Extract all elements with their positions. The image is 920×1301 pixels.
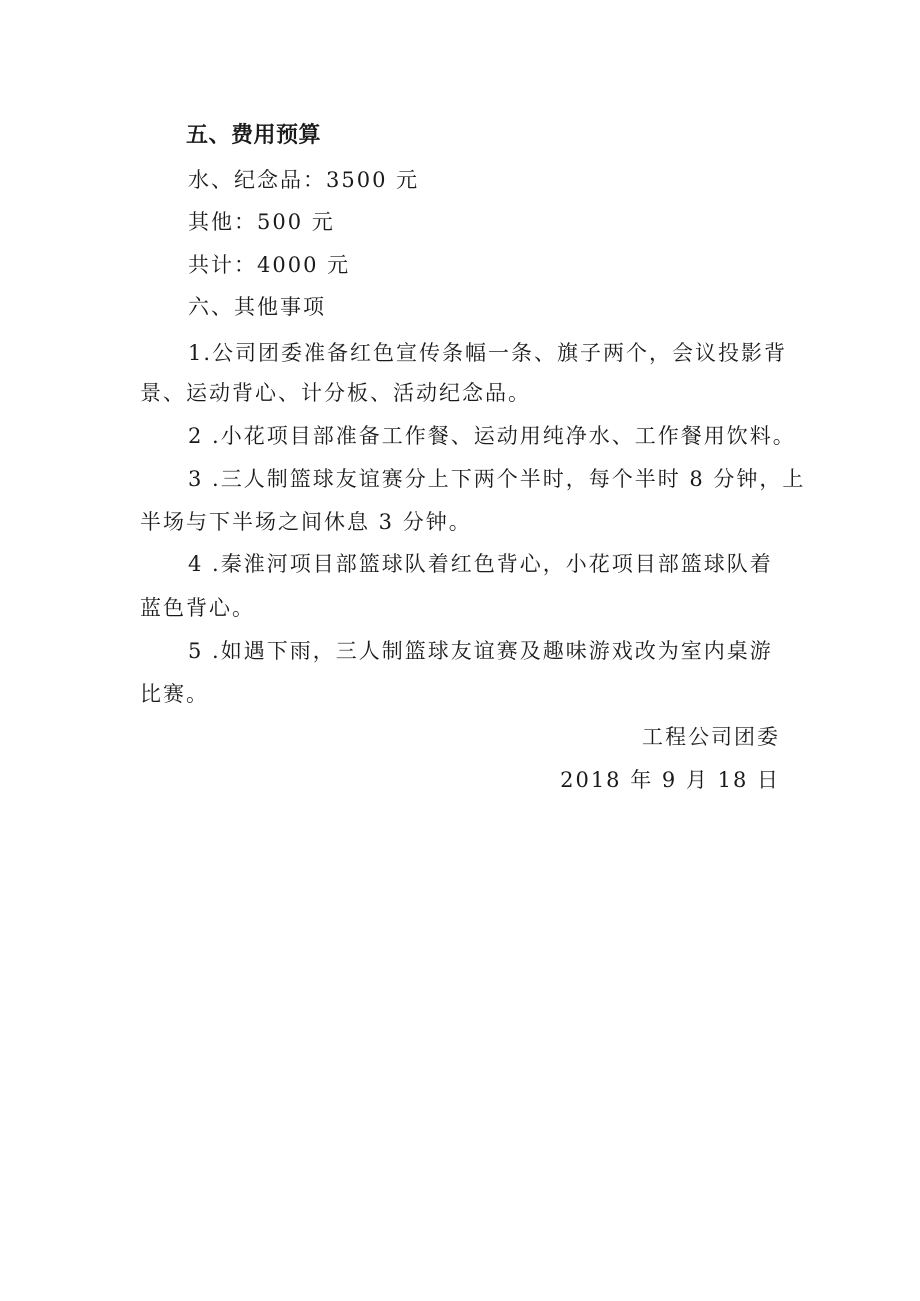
item-5-line-1: 5 .如遇下雨，三人制篮球友谊赛及趣味游戏改为室内桌游 [188, 639, 773, 663]
signature-organization: 工程公司团委 [642, 725, 780, 749]
item-5-line-2: 比赛。 [140, 682, 209, 706]
item-4-line-2: 蓝色背心。 [140, 596, 255, 620]
budget-item-total: 共计：4000 元 [188, 253, 351, 277]
budget-item-souvenirs: 水、纪念品：3500 元 [188, 168, 420, 192]
budget-item-other: 其他：500 元 [188, 210, 335, 234]
item-2-line-1: 2 .小花项目部准备工作餐、运动用纯净水、工作餐用饮料。 [188, 424, 796, 448]
section-5-heading: 五、费用预算 [186, 123, 322, 148]
item-3-line-2: 半场与下半场之间休息 3 分钟。 [140, 510, 472, 534]
item-1-line-1: 1.公司团委准备红色宣传条幅一条、旗子两个，会议投影背 [188, 341, 788, 365]
item-4-line-1: 4 .秦淮河项目部篮球队着红色背心，小花项目部篮球队着 [188, 552, 773, 576]
item-3-line-1: 3 .三人制篮球友谊赛分上下两个半时，每个半时 8 分钟，上 [188, 467, 806, 491]
item-1-line-2: 景、运动背心、计分板、活动纪念品。 [140, 381, 531, 405]
signature-date: 2018 年 9 月 18 日 [560, 768, 780, 792]
section-6-heading: 六、其他事项 [188, 295, 326, 319]
